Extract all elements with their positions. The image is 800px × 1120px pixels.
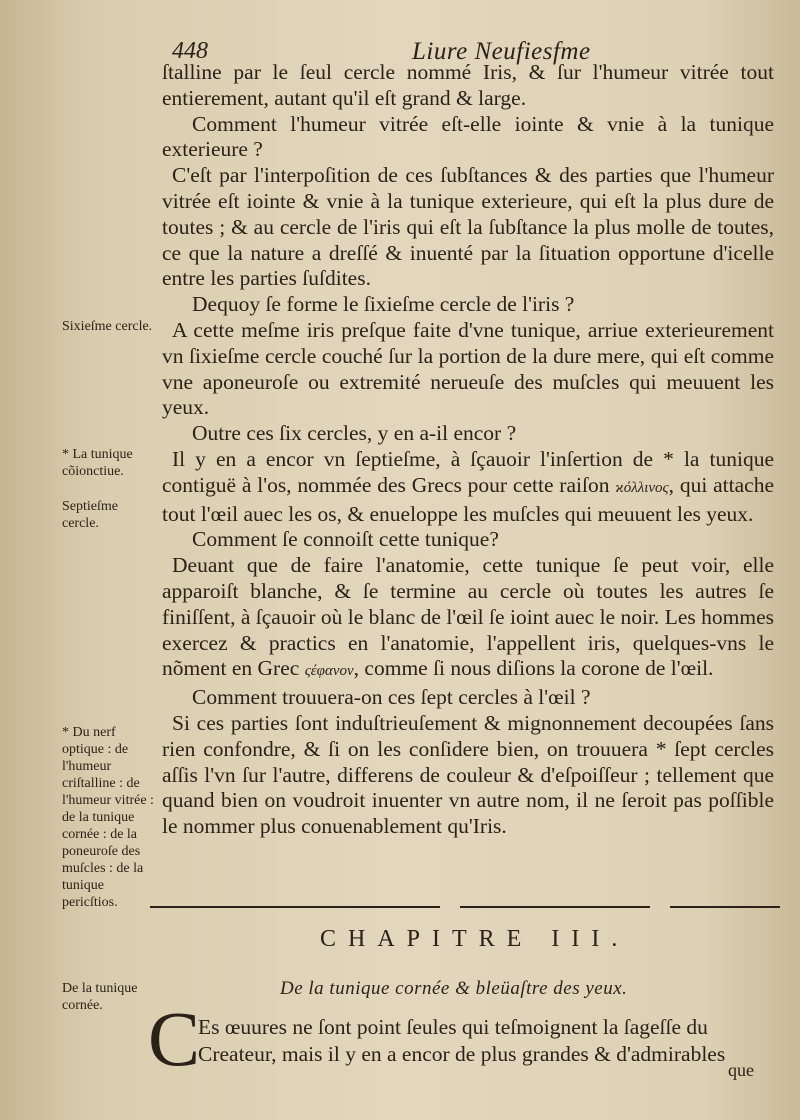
chapter-heading: CHAPITRE III. [320,926,630,952]
question-5: Comment trouuera-on ces ſept cercles à l'œil ? [192,685,591,710]
page-number: 448 [172,38,208,64]
chapter-opening-text [198,1014,772,1068]
answer-2: A cette meſme iris preſque faite d'vne tunique, arriue exterieurement vn ſixieſme cercle couché ſur la portion de la dure mere, qui eſt comme vne aponeuroſe ou extremité nerueuſe des muſcles qui meuuent les yeux. [162,317,774,420]
answer-4-text-end: , comme ſi nous diſions la corone de l'œil. [353,656,714,681]
margin-note-seventh-circle: Septieſme cercle. [62,499,118,531]
answer-4-text: Deuant que de faire l'anatomie, cette tunique ſe peut voir, elle apparoiſt blanche, & ſe termine au cercle où toutes les autres ſe finiſſent, à ſçauoir où le blanc de l'œil ſe ioint auec le noir. Les hommes exercez & practics en l'anatomie, l'appellent iris, quelques-vns le nõment en Grec [162,553,774,681]
rule-segment [670,906,780,908]
margin-note-cornea: De la tunique cornée. [62,981,138,1013]
margin-note-sixth-circle: Sixieſme cercle. [62,319,153,334]
margin-note-conjunctiva: * La tunique cõionctiue. [62,447,133,479]
margin-note-optic-nerve: * Du nerf optique : de l'humeur criſtalline : de l'humeur vitrée : de la tunique cornée : de la poneuroſe des muſcles : de la tunique pericſtios. [62,725,154,910]
question-2: Dequoy ſe forme le ſixieſme cercle de l'iris ? [192,292,575,317]
question-1: Comment l'humeur vitrée eſt-elle iointe & vnie à la tunique exterieure ? [162,111,774,162]
rule-segment [150,906,440,908]
answer-3-text: Il y en a encor vn ſeptieſme, à ſçauoir l'inſertion de * la tunique contiguë à l'os, nommée des Grecs pour cette raiſon [162,446,774,497]
paragraph-continuation: ſtalline par le ſeul cercle nommé Iris, & ſur l'humeur vitrée tout entierement, autant qu'il eſt grand & large. [162,60,774,110]
answer-3-text-end: , qui attache tout l'œil auec les os, & enueloppe les muſcles qui meuuent les yeux. [162,472,775,526]
main-text [162,60,774,840]
running-head: Liure Neufiesfme [412,38,591,65]
rule-segment [460,906,650,908]
greek-word: ϰόλλινος [615,479,669,496]
section-rule [150,902,780,912]
chapter-line-2: Createur, mais il y en a encor de plus grandes & d'admirables [198,1042,726,1066]
question-3: Outre ces ſix cercles, y en a-il encor ? [192,421,517,446]
chapter-subtitle: De la tunique cornée & bleüaſtre des yeux. [280,978,628,999]
question-4: Comment ſe connoiſt cette tunique? [192,527,499,552]
catchword: que [728,1060,754,1080]
answer-5: Si ces parties ſont induſtrieuſement & mignonnement decoupées ſans rien confondre, & ſi on les conſidere bien, on trouuera * ſept cercles aſſis l'vn ſur l'autre, differens de couleur & d'eſpoiſſeur ; tellement que quand bien on voudroit inuenter vn autre nom, il ne ſeroit pas poſſible le nommer plus conuenablement qu'Iris. [162,710,774,839]
answer-1: C'eſt par l'interpoſition de ces ſubſtances & des parties que l'humeur vitrée eſt iointe & vnie à la tunique exterieure, qui eſt la plus dure de toutes ; & au cercle de l'iris qui eſt la ſubſtance la plus molle de toutes, ce que la nature a dreſſé & inuenté par la ſituation opportune d'icelle entre les parties ſuſdites. [162,163,774,291]
greek-word-corona: ςέφανον [304,663,354,680]
answer-4 [162,553,774,685]
answer-3 [162,447,774,527]
chapter-line-1: Es œuures ne ſont point ſeules qui teſmoignent la ſageſſe du [198,1015,708,1039]
drop-cap: C [148,995,201,1082]
